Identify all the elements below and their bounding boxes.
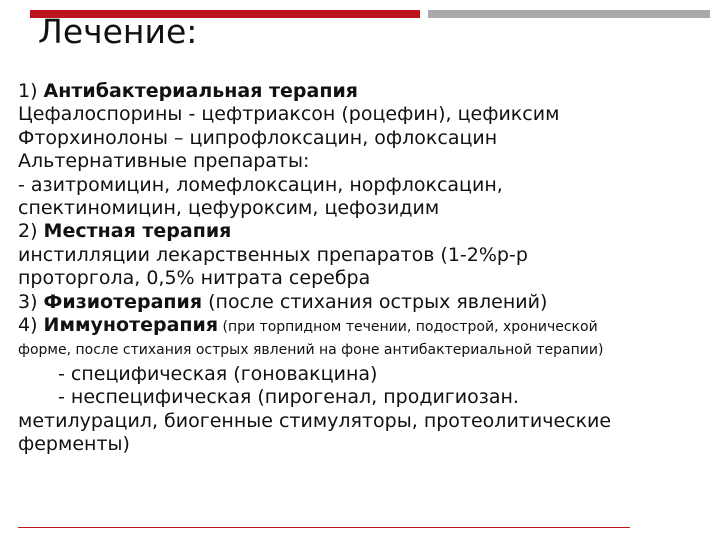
section-number: 2) (18, 220, 44, 243)
section-physio (18, 291, 712, 314)
slide-title: Лечение: (38, 12, 198, 51)
section-heading: Местная терапия (43, 220, 232, 243)
section-number: 1) (18, 80, 44, 102)
text-line: Альтернативные препараты: (18, 150, 310, 173)
section-antibacterial (18, 80, 712, 103)
section-heading: Антибактериальная терапия (43, 80, 358, 102)
text-line: ферменты) (18, 433, 130, 456)
text-line: спектиномицин, цефуроксим, цефозидим (18, 197, 440, 220)
title-accent-bar-grey (428, 10, 710, 18)
section-note: (после стихания острых явлений) (202, 290, 548, 313)
text-line: - специфическая (гоновакцина) (58, 362, 378, 385)
section-note: (при торпидном течении, подострой, хронической (218, 319, 598, 336)
text-line-small: форме, после стихания острых явлений на фоне антибактериальной терапии) (18, 342, 604, 359)
text-line: инстилляции лекарственных препаратов (1-2%р-р (18, 243, 528, 266)
section-number: 4) (18, 314, 44, 337)
section-number: 3) (18, 290, 44, 313)
footer-rule (18, 527, 630, 528)
text-line: - азитромицин, ломефлоксацин, норфлоксацин, (18, 173, 503, 196)
text-line: Фторхинолоны – ципрофлоксацин, офлоксацин (18, 126, 498, 149)
section-heading: Физиотерапия (43, 290, 203, 313)
section-local (18, 220, 712, 243)
section-heading: Иммунотерапия (43, 314, 219, 337)
text-line: Цефалоспорины - цефтриаксон (роцефин), цефиксим (18, 103, 560, 126)
text-line: метилурацил, биогенные стимуляторы, протеолитические (18, 409, 612, 432)
text-line: - неспецифическая (пирогенал, продигиозан. (58, 386, 519, 409)
text-line: проторгола, 0,5% нитрата серебра (18, 267, 371, 290)
section-immuno (18, 314, 712, 339)
slide-body (18, 80, 712, 457)
